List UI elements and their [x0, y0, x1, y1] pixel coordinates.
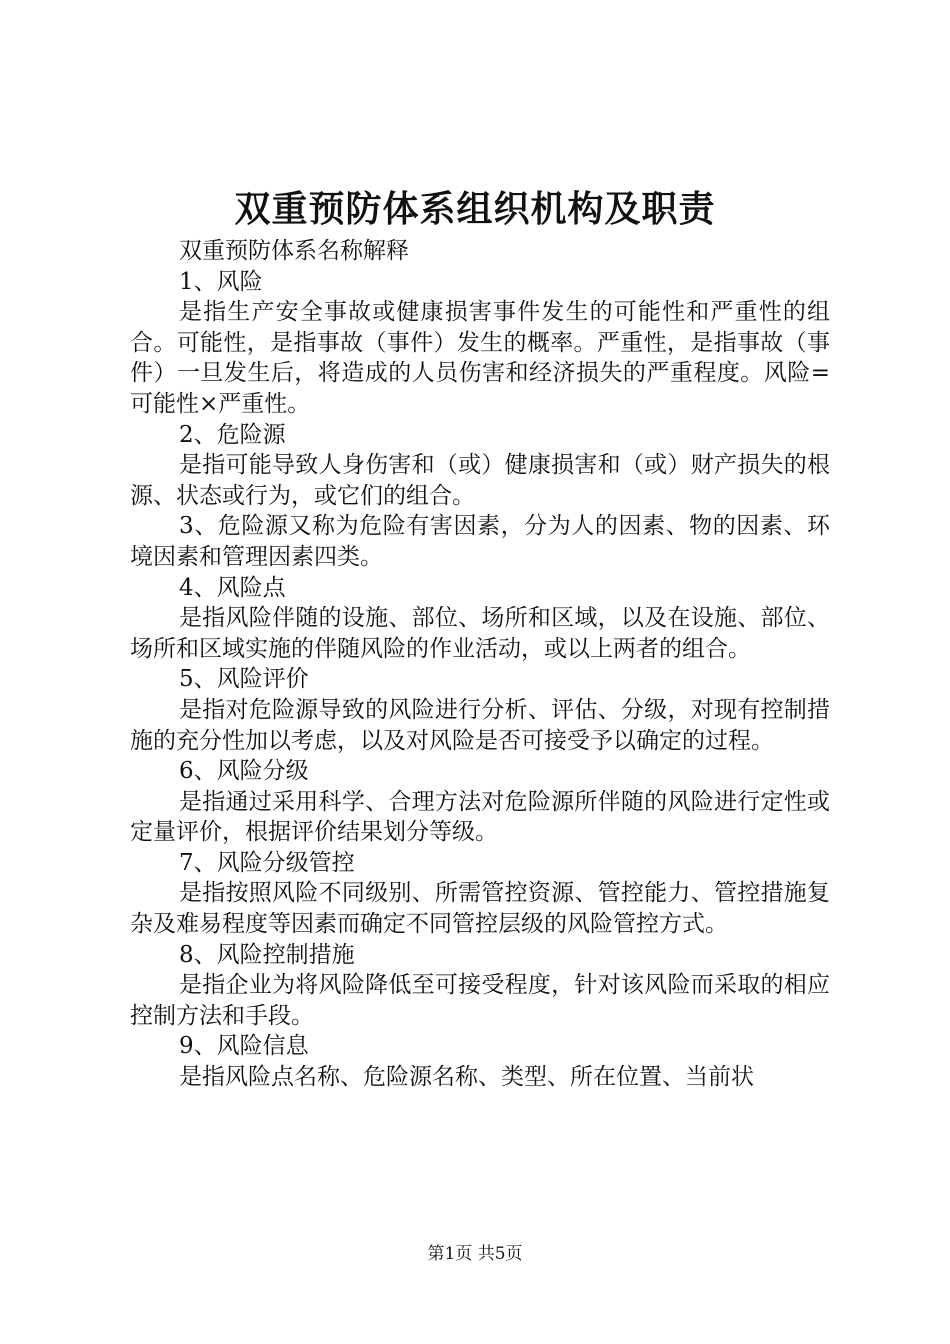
item-hazard-factors: 3、危险源又称为危险有害因素，分为人的因素、物的因素、环境因素和管理因素四类。 [130, 513, 830, 570]
page-title: 双重预防体系组织机构及职责 [234, 188, 716, 230]
section-heading: 双重预防体系名称解释 [179, 238, 409, 264]
item-body-risk-assessment: 是指对危险源导致的风险进行分析、评估、分级，对现有控制措施的充分性加以考虑，以及对风险是否可接受予以确定的过程。 [130, 696, 830, 754]
item-body-risk-point: 是指风险伴随的设施、部位、场所和区域，以及在设施、部位、场所和区域实施的伴随风险的作业活动，或以上两者的组合。 [130, 605, 830, 662]
item-heading-risk-grading: 6、风险分级 [179, 758, 309, 785]
page-footer: 第1页 共5页 [427, 1244, 523, 1264]
item-body-risk: 是指生产安全事故或健康损害事件发生的可能性和严重性的组合。可能性，是指事故（事件）发生的概率。严重性，是指事故（事件）一旦发生后，将造成的人员伤害和经济损失的严重程度。风险=可能性×严重性。 [130, 299, 830, 417]
item-heading-risk-info: 9、风险信息 [179, 1033, 309, 1060]
item-heading-risk-point: 4、风险点 [179, 574, 286, 601]
item-body-control-measures: 是指企业为将风险降低至可接受程度，针对该风险而采取的相应控制方法和手段。 [130, 972, 830, 1029]
document-body [130, 236, 830, 1093]
item-heading-control-measures: 8、风险控制措施 [179, 941, 355, 968]
item-body-graded-control: 是指按照风险不同级别、所需管控资源、管控能力、管控措施复杂及难易程度等因素而确定不同管控层级的风险管控方式。 [130, 880, 830, 938]
item-heading-risk-assessment: 5、风险评价 [179, 666, 309, 693]
item-body-risk-grading: 是指通过采用科学、合理方法对危险源所伴随的风险进行定性或定量评价，根据评价结果划分等级。 [130, 788, 830, 846]
item-heading-graded-control: 7、风险分级管控 [179, 849, 355, 876]
item-body-risk-info: 是指风险点名称、危险源名称、类型、所在位置、当前状 [179, 1064, 754, 1091]
item-body-hazard: 是指可能导致人身伤害和（或）健康损害和（或）财产损失的根源、状态或行为，或它们的组合。 [130, 452, 830, 509]
item-heading-risk: 1、风险 [179, 268, 263, 295]
item-heading-hazard: 2、危险源 [179, 421, 286, 448]
